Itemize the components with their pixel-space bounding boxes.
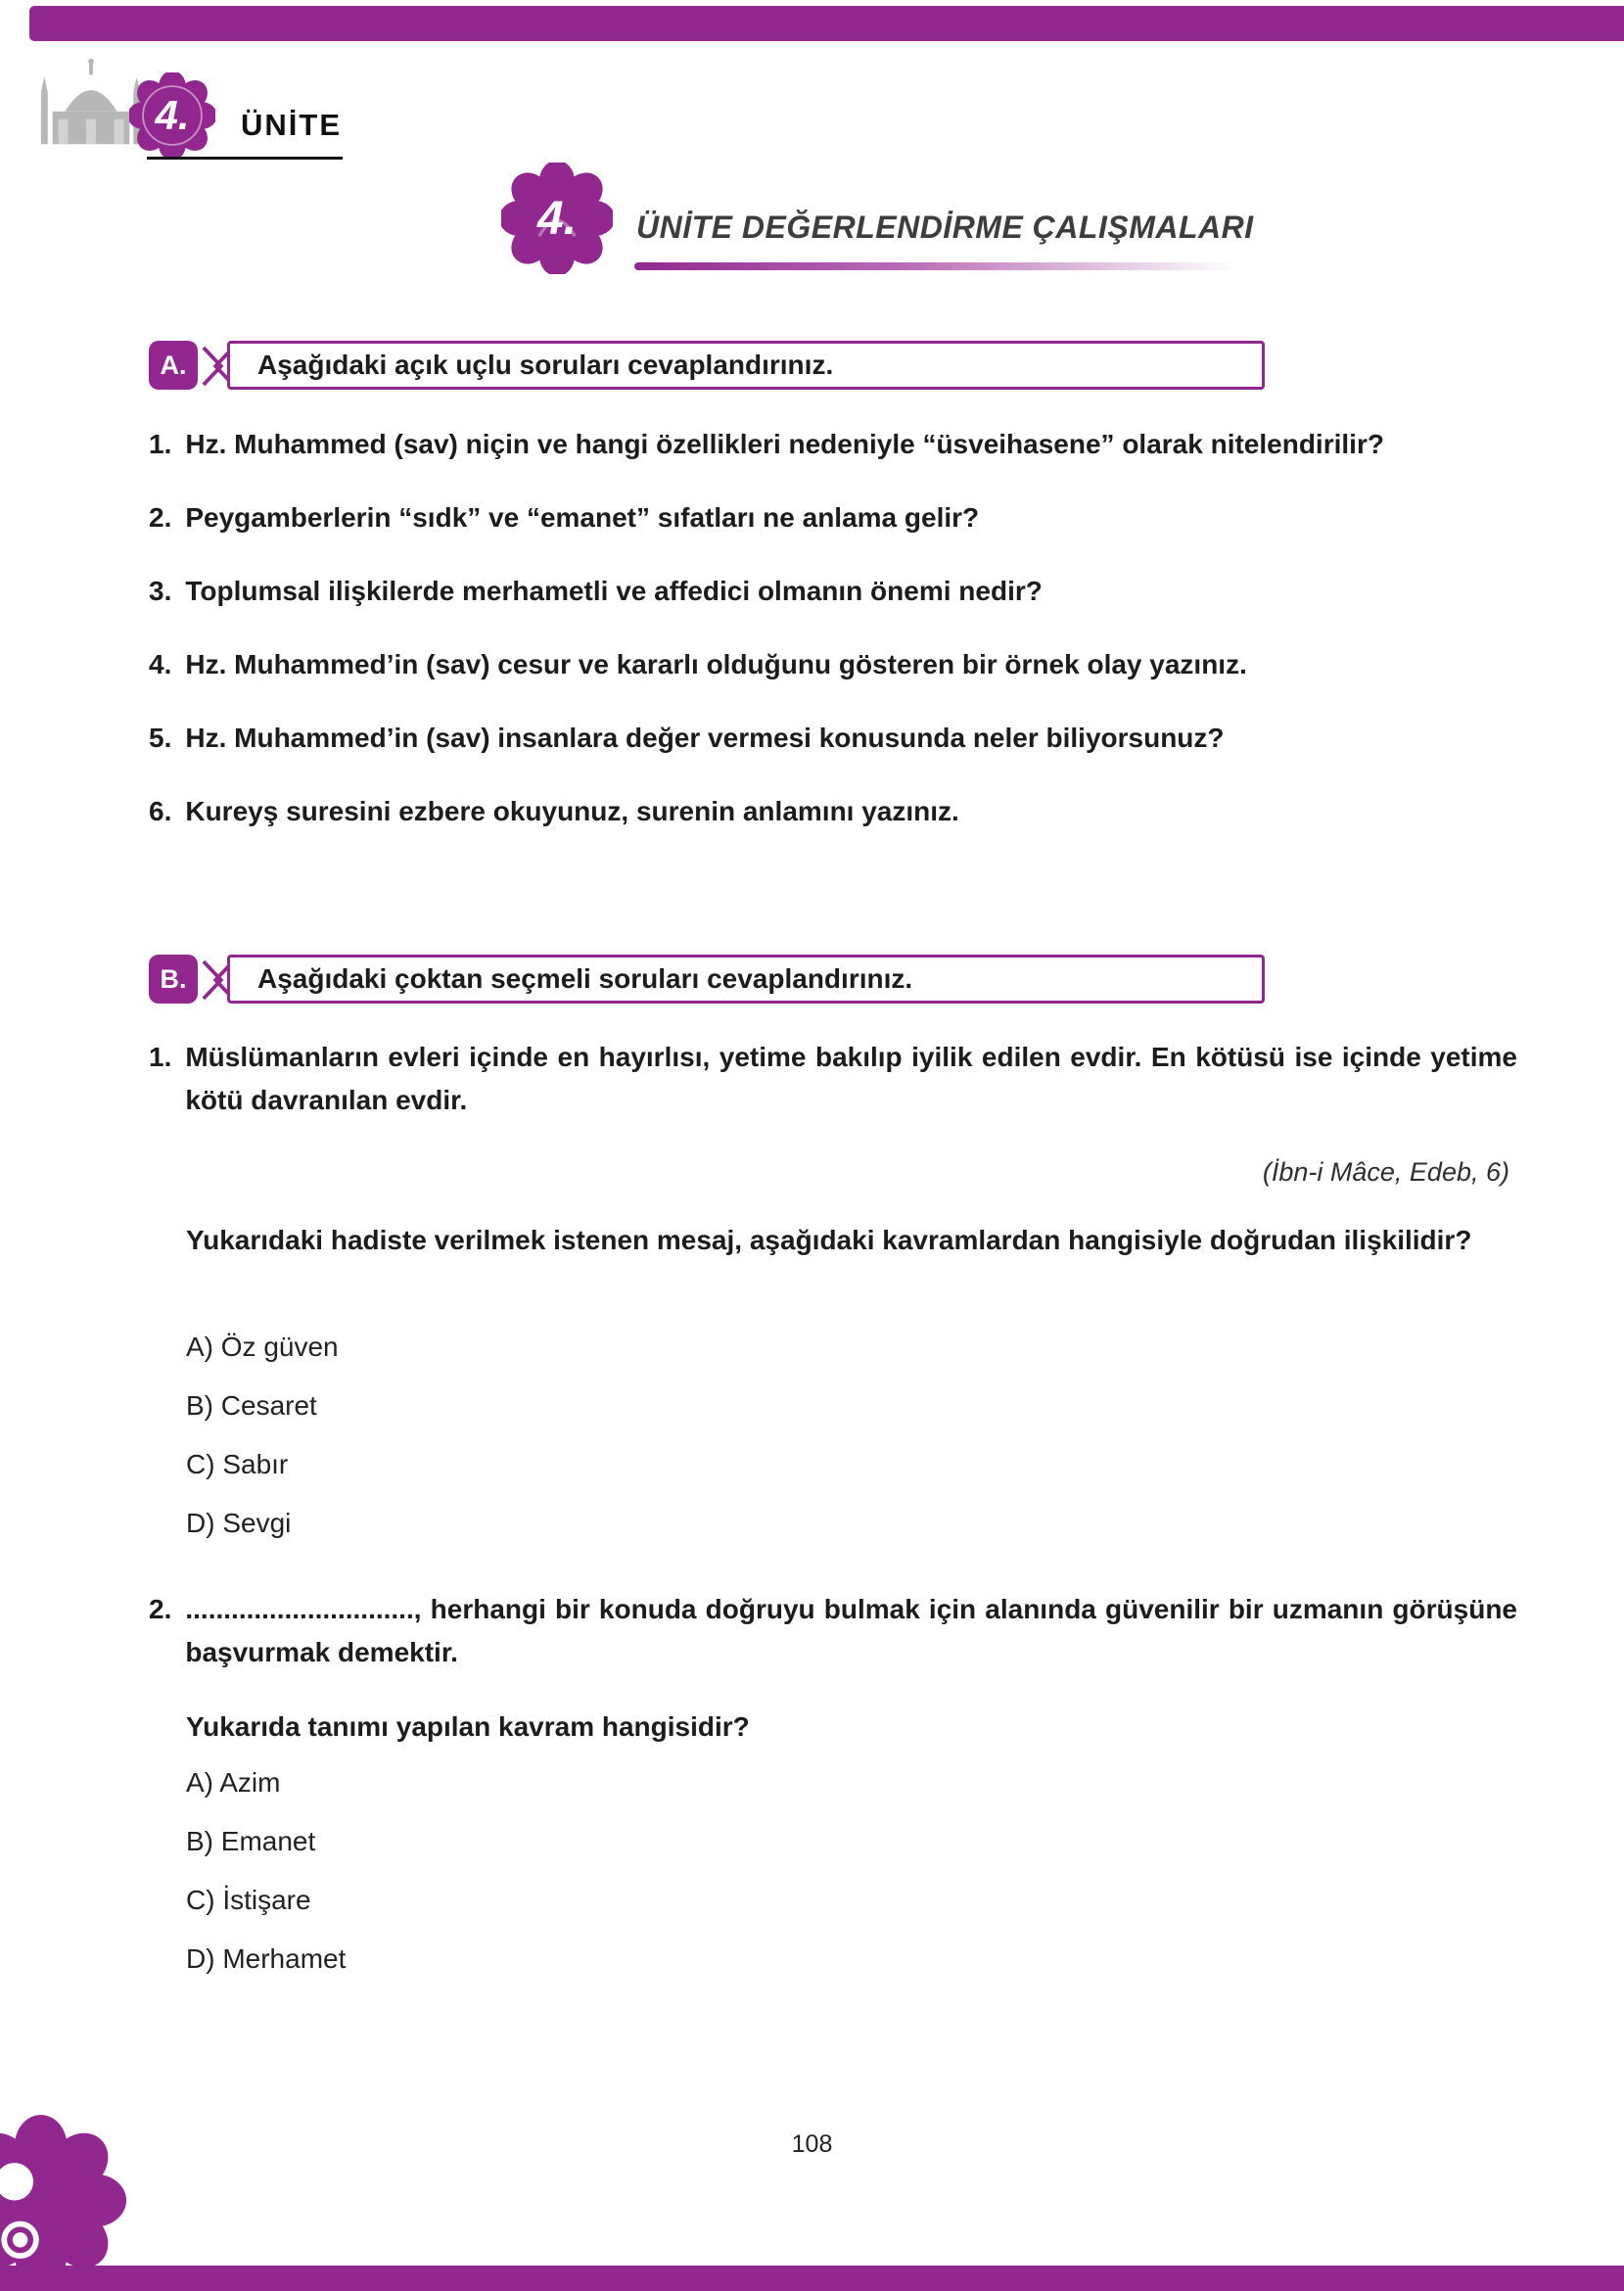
question-stem: Yukarıda tanımı yapılan kavram hangisidir? xyxy=(186,1711,750,1742)
bottom-accent-bar xyxy=(0,2266,1624,2291)
question-number: 6. xyxy=(149,796,172,826)
question-text: Toplumsal ilişkilerde merhametli ve affedici olmanın önemi nedir? xyxy=(185,576,1043,606)
title-underline xyxy=(634,262,1236,270)
question-number: 1. xyxy=(149,429,172,459)
question-number: 5. xyxy=(149,723,172,753)
section-b-instruction: Aşağıdaki çoktan seçmeli soruları cevaplandırınız. xyxy=(227,955,1265,1004)
top-accent-bar xyxy=(29,6,1624,41)
unit-header-rule xyxy=(147,157,343,160)
mc-question-2 xyxy=(149,1588,1517,1674)
open-question-6 xyxy=(149,790,1517,833)
option-d: D) Merhamet xyxy=(186,1943,347,1974)
open-question-4 xyxy=(149,643,1517,686)
question-number: 1. xyxy=(149,1042,172,1072)
question-text: Hz. Muhammed’in (sav) insanlara değer vermesi konusunda neler biliyorsunuz? xyxy=(185,723,1225,753)
open-question-3 xyxy=(149,570,1517,613)
title-number-badge xyxy=(501,163,613,274)
question-stem: Yukarıdaki hadiste verilmek istenen mesaj, aşağıdaki kavramlardan hangisiyle doğrudan ilişkilidir? xyxy=(186,1225,1472,1255)
page-title: ÜNİTE DEĞERLENDİRME ÇALIŞMALARI xyxy=(636,210,1254,245)
section-b-badge: B. xyxy=(149,955,198,1004)
option-a: A) Azim xyxy=(186,1767,281,1798)
question-text: Hz. Muhammed’in (sav) cesur ve kararlı olduğunu gösteren bir örnek olay yazınız. xyxy=(185,649,1247,679)
question-text: Hz. Muhammed (sav) niçin ve hangi özellikleri nedeniyle “üsveihasene” olarak nitelendirilir? xyxy=(185,429,1384,459)
question-number: 3. xyxy=(149,576,172,606)
option-b: B) Emanet xyxy=(186,1826,316,1856)
unit-label: ÜNİTE xyxy=(241,108,342,142)
hadith-source: (İbn-i Mâce, Edeb, 6) xyxy=(1262,1157,1509,1187)
option-b: B) Cesaret xyxy=(186,1390,317,1421)
open-question-5 xyxy=(149,717,1517,760)
option-c: C) İstişare xyxy=(186,1885,311,1915)
option-d: D) Sevgi xyxy=(186,1508,292,1538)
section-a-badge: A. xyxy=(149,341,198,390)
page-number: 108 xyxy=(791,2130,833,2158)
question-text: .............................., herhangi bir konuda doğruyu bulmak için alanında güvenilir bir uzmanın görüşüne başvurmak demektir. xyxy=(185,1594,1517,1667)
question-number: 4. xyxy=(149,649,172,679)
mc-question-1 xyxy=(149,1036,1517,1122)
question-number: 2. xyxy=(149,1594,172,1624)
title-number: 4. xyxy=(536,192,578,245)
unit-number-badge xyxy=(129,72,215,159)
option-c: C) Sabır xyxy=(186,1449,289,1479)
question-text: Müslümanların evleri içinde en hayırlısı, yetime bakılıp iyilik edilen evdir. En kötüsü ise içinde yetime kötü davranılan evdir. xyxy=(185,1042,1517,1115)
question-text: Kureyş suresini ezbere okuyunuz, surenin anlamını yazınız. xyxy=(185,796,959,826)
option-a: A) Öz güven xyxy=(186,1332,339,1362)
open-question-1 xyxy=(149,423,1517,466)
unit-number: 4. xyxy=(155,92,190,138)
question-number: 2. xyxy=(149,502,172,533)
flower-ornament-icon xyxy=(0,2078,174,2291)
open-question-2 xyxy=(149,496,1517,539)
section-a-instruction: Aşağıdaki açık uçlu soruları cevaplandırınız. xyxy=(227,341,1265,390)
question-text: Peygamberlerin “sıdk” ve “emanet” sıfatları ne anlama gelir? xyxy=(185,502,980,533)
